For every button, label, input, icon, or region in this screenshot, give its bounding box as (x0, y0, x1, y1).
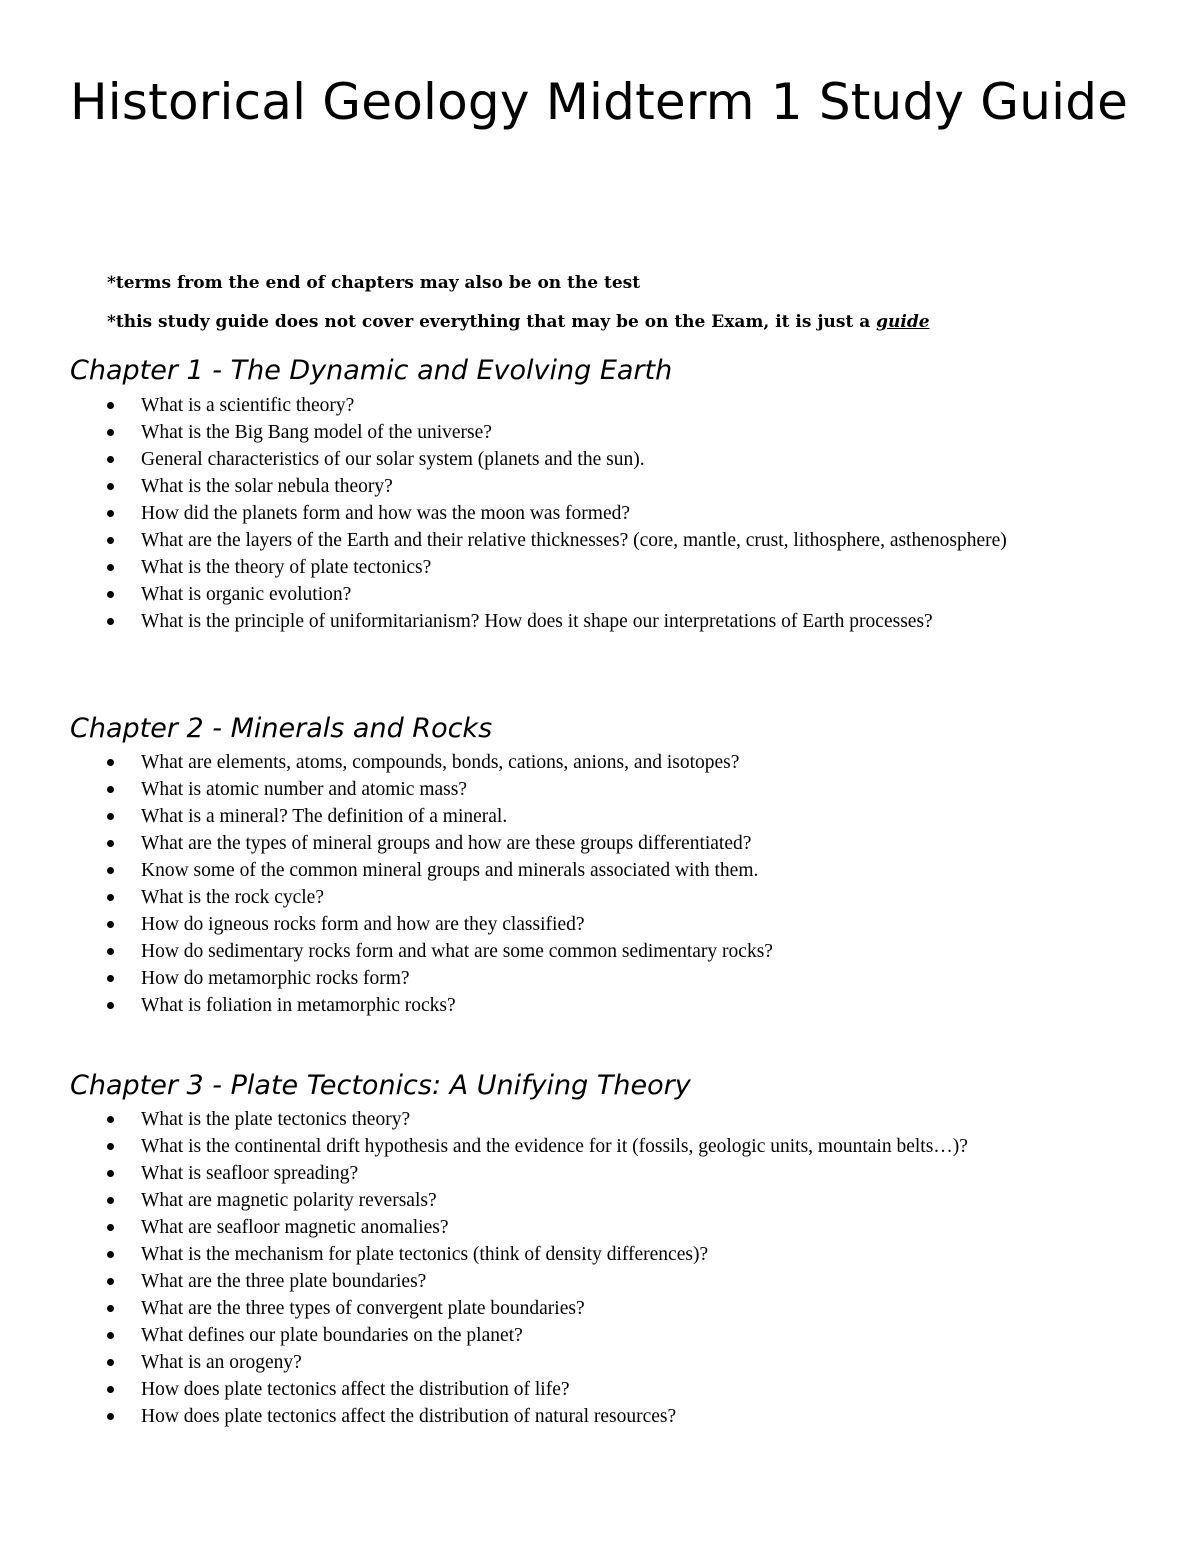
list-item: What are seafloor magnetic anomalies? (141, 1214, 1116, 1241)
list-item: What is a mineral? The definition of a mineral. (141, 803, 1116, 830)
list-item: What is a scientific theory? (141, 392, 1116, 419)
list-item: General characteristics of our solar system (planets and the sun). (141, 446, 1116, 473)
list-item: What is the solar nebula theory? (141, 473, 1116, 500)
list-item: What is the continental drift hypothesis and the evidence for it (fossils, geologic units, mountain belts…)? (141, 1133, 1116, 1160)
document-title: Historical Geology Midterm 1 Study Guide (70, 73, 1129, 131)
list-item: What defines our plate boundaries on the planet? (141, 1322, 1116, 1349)
list-item: What is the rock cycle? (141, 884, 1116, 911)
list-item: What is the plate tectonics theory? (141, 1106, 1116, 1133)
chapter-2-heading: Chapter 2 - Minerals and Rocks (70, 713, 493, 744)
note-coverage (107, 303, 1107, 342)
list-item: What are the layers of the Earth and their relative thicknesses? (core, mantle, crust, lithosphere, asthenosphere) (141, 527, 1116, 554)
list-item: What are the types of mineral groups and how are these groups differentiated? (141, 830, 1116, 857)
list-item: What is the Big Bang model of the universe? (141, 419, 1116, 446)
note-emphasis-word: guide (876, 312, 930, 332)
list-item: How did the planets form and how was the moon was formed? (141, 500, 1116, 527)
study-guide-notes (107, 264, 1107, 342)
list-item: What is the mechanism for plate tectonics (think of density differences)? (141, 1241, 1116, 1268)
list-item: What are magnetic polarity reversals? (141, 1187, 1116, 1214)
list-item: What is atomic number and atomic mass? (141, 776, 1116, 803)
list-item: What is seafloor spreading? (141, 1160, 1116, 1187)
chapter-3-question-list (141, 1106, 1116, 1430)
list-item: Know some of the common mineral groups and minerals associated with them. (141, 857, 1116, 884)
list-item: What is the principle of uniformitarianism? How does it shape our interpretations of Earth processes? (141, 608, 1116, 635)
list-item: How does plate tectonics affect the distribution of life? (141, 1376, 1116, 1403)
chapter-1-question-list (141, 392, 1116, 635)
chapter-2-question-list (141, 749, 1116, 1019)
list-item: What is organic evolution? (141, 581, 1116, 608)
list-item: What is foliation in metamorphic rocks? (141, 992, 1116, 1019)
chapter-3-heading: Chapter 3 - Plate Tectonics: A Unifying Theory (70, 1070, 691, 1101)
note-terms: *terms from the end of chapters may also be on the test (107, 273, 641, 293)
list-item: How does plate tectonics affect the distribution of natural resources? (141, 1403, 1116, 1430)
chapter-1-heading: Chapter 1 - The Dynamic and Evolving Earth (70, 355, 673, 386)
note-coverage-text: *this study guide does not cover everything that may be on the Exam, it is just a (107, 312, 877, 332)
list-item: How do igneous rocks form and how are they classified? (141, 911, 1116, 938)
list-item: What are elements, atoms, compounds, bonds, cations, anions, and isotopes? (141, 749, 1116, 776)
list-item: What are the three plate boundaries? (141, 1268, 1116, 1295)
list-item: How do sedimentary rocks form and what are some common sedimentary rocks? (141, 938, 1116, 965)
list-item: How do metamorphic rocks form? (141, 965, 1116, 992)
list-item: What is an orogeny? (141, 1349, 1116, 1376)
list-item: What is the theory of plate tectonics? (141, 554, 1116, 581)
list-item: What are the three types of convergent plate boundaries? (141, 1295, 1116, 1322)
